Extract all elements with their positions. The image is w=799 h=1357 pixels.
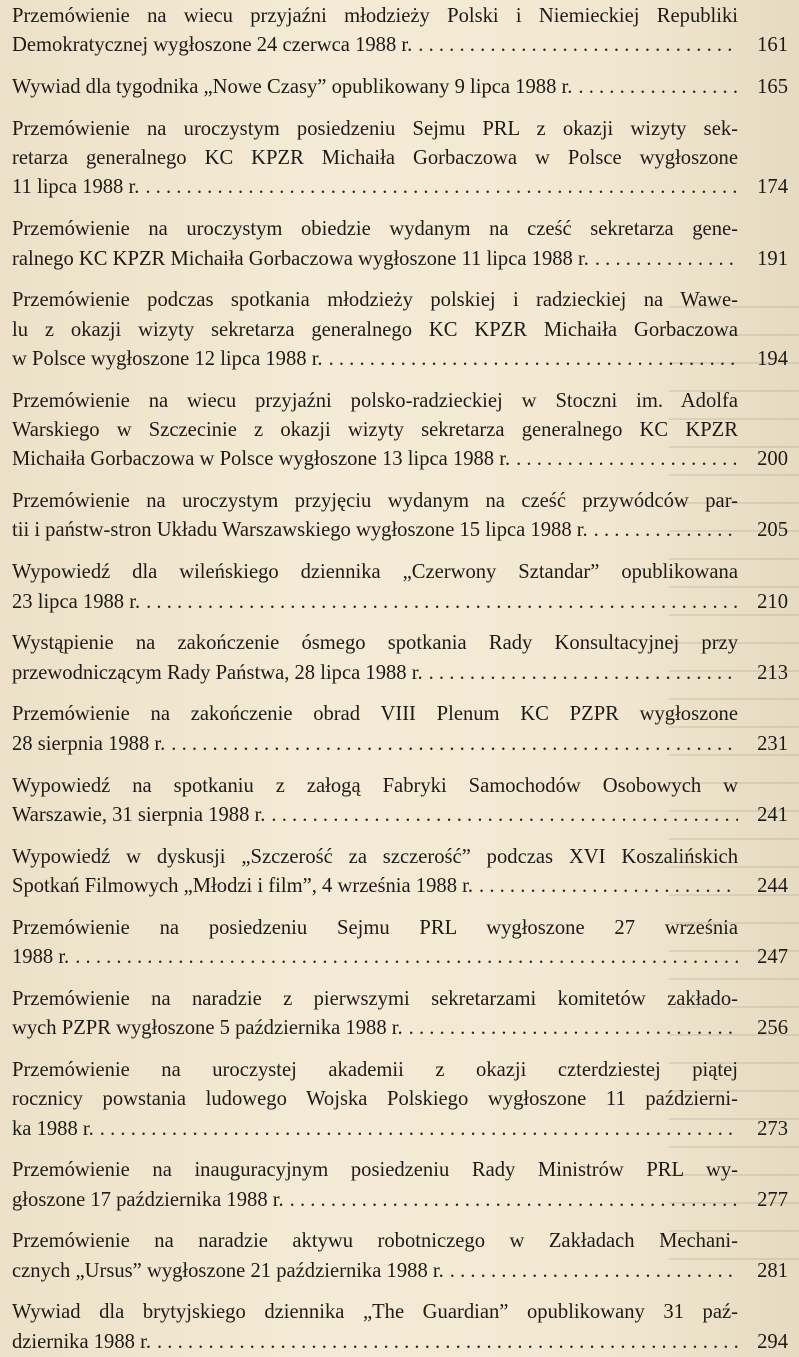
page-number: 277 <box>757 1188 788 1211</box>
toc-entry-line: tii i państw-stron Układu Warszawskiego wygłoszone 15 lipca 1988 r. <box>12 519 588 542</box>
toc-entry <box>12 2 788 61</box>
toc-entry-line: Przemówienie na uroczystym obiedzie wydanym na cześć sekretarza gene- <box>12 218 738 241</box>
page-number: 244 <box>757 874 788 897</box>
toc-entry-line: Warskiego w Szczecinie z okazji wizyty sekretarza generalnego KC KPZR <box>12 419 738 442</box>
toc-entry <box>12 215 788 274</box>
page-number: 273 <box>757 1117 788 1140</box>
toc-entry-last-line <box>12 73 738 102</box>
toc-entry <box>12 985 788 1044</box>
entry-spacer <box>12 972 788 985</box>
toc-entry-line: Przemówienie na naradzie aktywu robotniczego w Zakładach Mechani- <box>12 1230 738 1253</box>
dot-leader <box>145 173 738 202</box>
toc-entry-line: Przemówienie na wiecu przyjaźni młodzieży Polski i Niemieckiej Republiki <box>12 5 738 27</box>
toc-entry-line: ka 1988 r. <box>12 1117 94 1140</box>
toc-entry <box>12 1056 788 1144</box>
toc-entry-line: Wypowiedź dla wileńskiego dziennika „Czerwony Sztandar” opublikowana <box>12 561 738 584</box>
toc-entry-line: Przemówienie na zakończenie obrad VIII Plenum KC PZPR wygłoszone <box>12 703 738 726</box>
toc-entry-last-line <box>12 801 738 830</box>
page-number: 205 <box>757 519 788 542</box>
page-number: 210 <box>757 590 788 613</box>
toc-entry-line: Michaiła Gorbaczowa w Polsce wygłoszone 13 lipca 1988 r. <box>12 448 511 471</box>
toc-entry <box>12 558 788 617</box>
dot-leader <box>418 31 738 60</box>
toc-entry-line: 28 sierpnia 1988 r. <box>12 732 166 755</box>
toc-entry-last-line <box>12 659 738 688</box>
toc-entry-last-line <box>12 445 738 474</box>
toc-entry-line: Przemówienie na uroczystym posiedzeniu Sejmu PRL z okazji wizyty sek- <box>12 117 738 140</box>
toc-entry-line: głoszone 17 października 1988 r. <box>12 1188 284 1211</box>
dot-leader <box>271 801 738 830</box>
toc-entry-last-line <box>12 516 738 545</box>
toc-entry-line: Przemówienie na inauguracyjnym posiedzeniu Rady Ministrów PRL wy- <box>12 1159 738 1182</box>
dot-leader <box>516 445 738 474</box>
toc-entry <box>12 843 788 902</box>
toc-entry-line: 11 lipca 1988 r. <box>12 176 140 199</box>
toc-entry-line: w Polsce wygłoszone 12 lipca 1988 r. <box>12 347 323 370</box>
toc-entry <box>12 914 788 973</box>
dot-leader <box>429 659 738 688</box>
toc-entry-last-line <box>12 1328 738 1357</box>
entry-spacer <box>12 546 788 559</box>
toc-entry-line: wych PZPR wygłoszone 5 października 1988 r. <box>12 1017 403 1040</box>
dot-leader <box>100 1115 738 1144</box>
toc-entry-line: Wywiad dla brytyjskiego dziennika „The Guardian” opublikowany 31 paź- <box>12 1301 738 1324</box>
dot-leader <box>171 730 738 759</box>
page-number: 174 <box>757 176 788 199</box>
toc-entry-line: retarza generalnego KC KPZR Michaiła Gorbaczowa w Polsce wygłoszone <box>12 147 738 170</box>
entry-spacer <box>12 1144 788 1157</box>
toc-entry-line: cznych „Ursus” wygłoszone 21 października 1988 r. <box>12 1259 444 1282</box>
toc-entry <box>12 115 788 203</box>
dot-leader <box>329 345 738 374</box>
toc-entry-line: ralnego KC KPZR Michaiła Gorbaczowa wygłoszone 11 lipca 1988 r. <box>12 247 589 270</box>
dot-leader <box>578 73 738 102</box>
dot-leader <box>595 245 738 274</box>
entry-spacer <box>12 1286 788 1299</box>
page-number: 194 <box>757 347 788 370</box>
entry-spacer <box>12 274 788 287</box>
toc-entry-line: lu z okazji wizyty sekretarza generalnego KC KPZR Michaiła Gorbaczowa <box>12 318 738 341</box>
toc-entry-line: Spotkań Filmowych „Młodzi i film”, 4 września 1988 r. <box>12 874 474 897</box>
toc-entry-last-line <box>12 872 738 901</box>
entry-spacer <box>12 102 788 115</box>
toc-entry-line: Wystąpienie na zakończenie ósmego spotkania Rady Konsultacyjnej przy <box>12 632 738 655</box>
toc-entry-line: Przemówienie na uroczystej akademii z okazji czterdziestej piątej <box>12 1058 738 1081</box>
entry-spacer <box>12 1043 788 1056</box>
page-number: 294 <box>757 1330 788 1353</box>
entry-spacer <box>12 617 788 630</box>
dot-leader <box>409 1014 738 1043</box>
page-number: 200 <box>757 448 788 471</box>
page-number: 191 <box>757 247 788 270</box>
toc-entry-line: Wywiad dla tygodnika „Nowe Czasy” opublikowany 9 lipca 1988 r. <box>12 76 573 99</box>
entry-spacer <box>12 759 788 772</box>
toc-entry <box>12 629 788 688</box>
entry-spacer <box>12 1215 788 1228</box>
table-of-contents <box>12 2 788 1357</box>
dot-leader <box>479 872 738 901</box>
toc-entry-last-line <box>12 730 738 759</box>
toc-entry <box>12 487 788 546</box>
entry-spacer <box>12 61 788 74</box>
toc-entry <box>12 700 788 759</box>
toc-entry-line: Przemówienie na wiecu przyjaźni polsko-radzieckiej w Stoczni im. Adolfa <box>12 389 738 412</box>
page-number: 213 <box>757 661 788 684</box>
entry-spacer <box>12 374 788 387</box>
dot-leader <box>157 1328 738 1357</box>
page-number: 241 <box>757 803 788 826</box>
toc-entry-line: rocznicy powstania ludowego Wojska Polskiego wygłoszone 11 październi- <box>12 1088 738 1111</box>
toc-entry-line: Demokratycznej wygłoszone 24 czerwca 1988 r. <box>12 34 413 57</box>
toc-entry-last-line <box>12 1186 738 1215</box>
entry-spacer <box>12 688 788 701</box>
toc-entry-last-line <box>12 1115 738 1144</box>
dot-leader <box>594 516 738 545</box>
dot-leader <box>75 943 738 972</box>
toc-entry-last-line <box>12 31 738 60</box>
page-number: 281 <box>757 1259 788 1282</box>
toc-entry-line: Warszawie, 31 sierpnia 1988 r. <box>12 803 266 826</box>
toc-entry <box>12 387 788 475</box>
toc-entry <box>12 286 788 374</box>
toc-entry-last-line <box>12 345 738 374</box>
toc-entry-last-line <box>12 173 738 202</box>
toc-entry-line: Przemówienie na naradzie z pierwszymi sekretarzami komitetów zakłado- <box>12 987 738 1010</box>
page-number: 247 <box>757 946 788 969</box>
toc-entry-line: 23 lipca 1988 r. <box>12 590 141 613</box>
toc-entry-line: dziernika 1988 r. <box>12 1330 151 1353</box>
toc-entry-last-line <box>12 245 738 274</box>
toc-entry-last-line <box>12 943 738 972</box>
toc-entry-line: przewodniczącym Rady Państwa, 28 lipca 1988 r. <box>12 661 423 684</box>
page-number: 231 <box>757 732 788 755</box>
toc-entry-line: Wypowiedź w dyskusji „Szczerość za szczerość” podczas XVI Koszalińskich <box>12 845 738 868</box>
dot-leader <box>146 588 738 617</box>
page-number: 161 <box>757 34 788 57</box>
toc-entry-line: Wypowiedź na spotkaniu z załogą Fabryki Samochodów Osobowych w <box>12 774 738 797</box>
entry-spacer <box>12 203 788 216</box>
toc-entry-last-line <box>12 1014 738 1043</box>
dot-leader <box>290 1186 738 1215</box>
toc-entry-line: 1988 r. <box>12 946 70 969</box>
toc-entry <box>12 73 788 102</box>
entry-spacer <box>12 830 788 843</box>
page-number: 256 <box>757 1017 788 1040</box>
entry-spacer <box>12 475 788 488</box>
toc-entry <box>12 772 788 831</box>
toc-entry-line: Przemówienie na uroczystym przyjęciu wydanym na cześć przywódców par- <box>12 490 738 513</box>
page-number: 165 <box>757 76 788 99</box>
toc-entry-line: Przemówienie na posiedzeniu Sejmu PRL wygłoszone 27 września <box>12 916 738 939</box>
toc-entry-line: Przemówienie podczas spotkania młodzieży polskiej i radzieckiej na Wawe- <box>12 289 738 312</box>
toc-entry-last-line <box>12 588 738 617</box>
toc-entry <box>12 1227 788 1286</box>
toc-entry <box>12 1298 788 1357</box>
toc-entry <box>12 1156 788 1215</box>
entry-spacer <box>12 901 788 914</box>
